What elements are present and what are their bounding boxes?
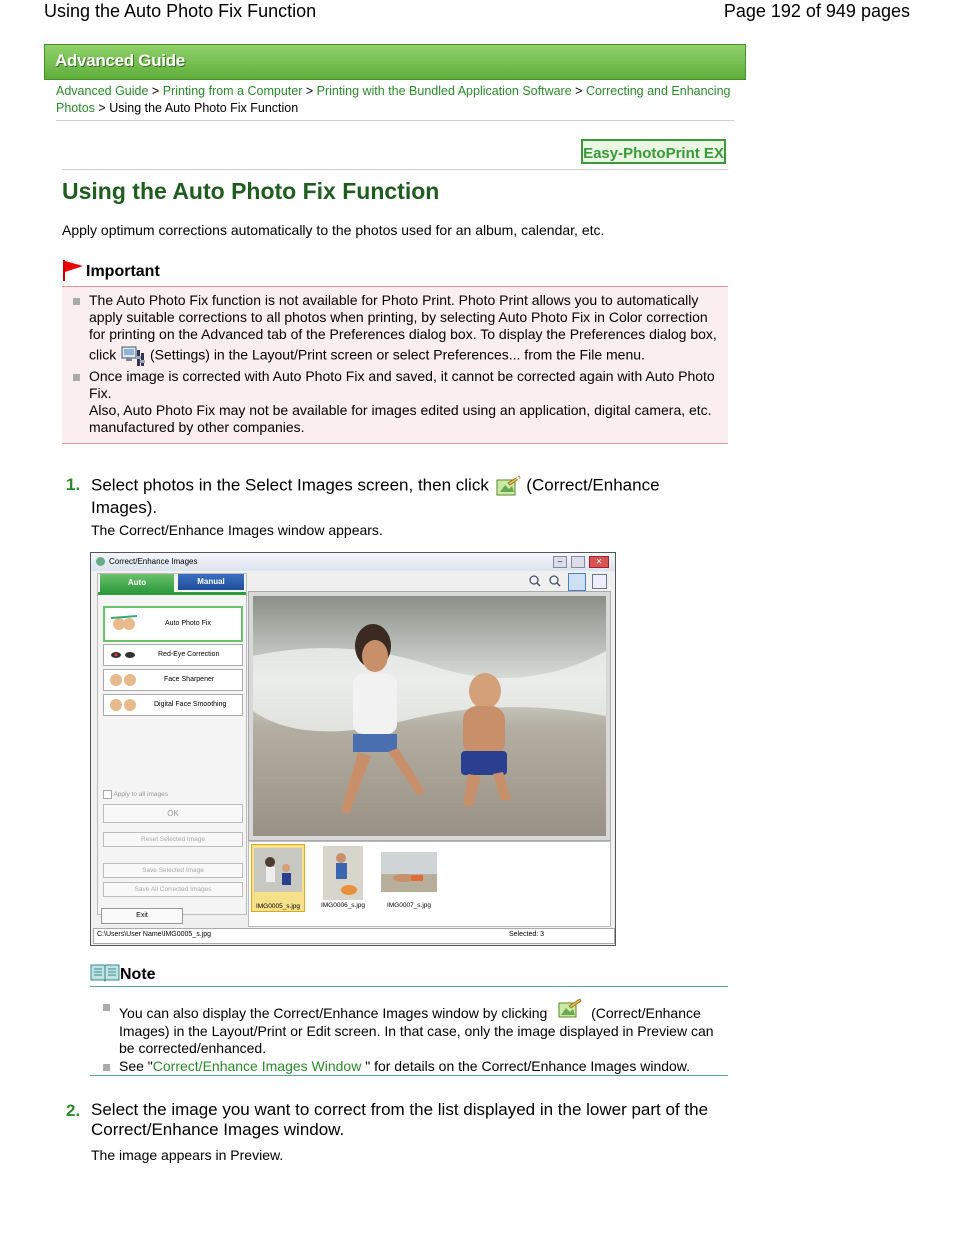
face-smoothing-icon bbox=[108, 697, 138, 713]
thumbnail-item[interactable]: IMG0006_s.jpg bbox=[315, 844, 371, 910]
important-box bbox=[62, 286, 728, 444]
status-selected-count: Selected: 3 bbox=[509, 931, 545, 938]
divider bbox=[90, 986, 728, 987]
note-title: Note bbox=[120, 966, 156, 983]
red-eye-correction-button[interactable]: Red-Eye Correction bbox=[103, 644, 243, 666]
correct-enhance-icon bbox=[494, 474, 522, 498]
page-number: Page 192 of 949 pages bbox=[723, 1, 910, 21]
step-1-result: The Correct/Enhance Images window appears. bbox=[91, 522, 383, 538]
compare-view-icon[interactable] bbox=[592, 574, 607, 589]
save-selected-image-button[interactable]: Save Selected Image bbox=[103, 863, 243, 878]
tab-manual[interactable]: Manual bbox=[178, 574, 244, 590]
status-bar bbox=[93, 928, 615, 944]
whole-image-view-icon[interactable] bbox=[568, 573, 586, 591]
thumbnail-image bbox=[254, 848, 302, 892]
face-sharpener-icon bbox=[108, 672, 138, 688]
step-1-text: Select photos in the Select Images screen, then click (Correct/Enhance Images). bbox=[91, 475, 660, 517]
maximize-button[interactable] bbox=[571, 556, 585, 568]
list-item: Once image is corrected with Auto Photo Fix and saved, it cannot be corrected again with Auto Photo Fix. Also, Auto Photo Fix may not be available for images edited using an application, digital camera, etc. manufactured by other companies. bbox=[62, 368, 718, 437]
list-item: See "Correct/Enhance Images Window " for details on the Correct/Enhance Images window. bbox=[90, 1058, 728, 1076]
window-titlebar: Correct/Enhance Images – ✕ bbox=[91, 553, 615, 571]
settings-icon bbox=[120, 344, 146, 368]
zoom-out-icon[interactable] bbox=[549, 575, 561, 587]
step-2-result: The image appears in Preview. bbox=[91, 1147, 284, 1163]
face-sharpener-button[interactable]: Face Sharpener bbox=[103, 669, 243, 691]
thumbnail-item[interactable]: IMG0007_s.jpg bbox=[379, 844, 439, 910]
close-button[interactable]: ✕ bbox=[589, 556, 609, 568]
list-item: The Auto Photo Fix function is not available for Photo Print. Photo Print allows you to automatically apply suitable corrections to all photos when printing, by selecting Auto Photo Fix in Color correction for printing on the Advanced tab of the Preferences dialog box. To display the Preferences dialog box, click (Settings) in the Layout/Print screen or select Preferences... from the File menu. bbox=[62, 292, 718, 368]
tab-auto[interactable]: Auto bbox=[100, 574, 174, 592]
step-number: 1. bbox=[66, 475, 81, 494]
note-box bbox=[90, 998, 728, 1075]
thumbnail-list bbox=[248, 841, 611, 927]
easy-photoprint-badge: Easy-PhotoPrint EX bbox=[581, 139, 726, 164]
zoom-in-icon[interactable] bbox=[529, 575, 541, 587]
breadcrumb: Advanced Guide > Printing from a Computer > Printing with the Bundled Application Software > Correcting and Enhancing Photos > Using the Auto Photo Fix Function bbox=[56, 84, 731, 115]
bullet-icon bbox=[103, 1064, 110, 1071]
thumbnail-image bbox=[381, 852, 437, 892]
thumbnail-item-selected[interactable]: IMG0005_s.jpg bbox=[251, 844, 305, 912]
step-2-text: Select the image you want to correct from the list displayed in the lower part of the Correct/Enhance Images window. bbox=[91, 1100, 709, 1139]
breadcrumb-current: Using the Auto Photo Fix Function bbox=[109, 101, 299, 115]
minimize-button[interactable]: – bbox=[553, 556, 567, 568]
auto-photo-fix-button[interactable]: Auto Photo Fix bbox=[103, 606, 243, 642]
important-title: Important bbox=[86, 263, 160, 280]
digital-face-smoothing-button[interactable]: Digital Face Smoothing bbox=[103, 694, 243, 716]
step-number: 2. bbox=[66, 1101, 81, 1120]
reset-selected-image-button[interactable]: Reset Selected Image bbox=[103, 832, 243, 847]
ok-button[interactable]: OK bbox=[103, 804, 243, 823]
divider bbox=[90, 1075, 728, 1076]
exit-button[interactable]: Exit bbox=[101, 908, 183, 924]
page-title: Using the Auto Photo Fix Function bbox=[62, 178, 440, 204]
breadcrumb-advanced-guide[interactable]: Advanced Guide bbox=[56, 84, 149, 98]
correct-enhance-icon bbox=[551, 998, 587, 1020]
auto-photo-fix-icon bbox=[109, 612, 139, 636]
red-eye-icon bbox=[108, 648, 138, 662]
bullet-icon bbox=[103, 1004, 110, 1011]
bullet-icon bbox=[73, 374, 80, 381]
advanced-guide-banner bbox=[44, 44, 746, 80]
preview-photo bbox=[253, 596, 606, 836]
breadcrumb-printing-from-computer[interactable]: Printing from a Computer bbox=[162, 84, 303, 98]
divider bbox=[62, 169, 728, 170]
book-icon bbox=[90, 962, 120, 982]
status-path: C:\Users\User Name\IMG0005_s.jpg bbox=[97, 931, 211, 938]
banner-label: Advanced Guide bbox=[55, 51, 185, 70]
page-header-title: Using the Auto Photo Fix Function bbox=[44, 1, 317, 21]
correct-enhance-window-link[interactable]: Correct/Enhance Images Window bbox=[152, 1057, 362, 1074]
correct-enhance-window-screenshot bbox=[90, 552, 616, 946]
save-all-corrected-button[interactable]: Save All Corrected Images bbox=[103, 882, 243, 897]
important-heading bbox=[62, 259, 160, 281]
preview-area bbox=[248, 591, 611, 841]
breadcrumb-bundled-software[interactable]: Printing with the Bundled Application Software bbox=[316, 84, 572, 98]
note-heading bbox=[90, 962, 156, 984]
red-flag-icon bbox=[62, 259, 84, 281]
app-icon bbox=[95, 556, 106, 567]
intro-text: Apply optimum corrections automatically to the photos used for an album, calendar, etc. bbox=[62, 222, 605, 238]
bullet-icon bbox=[73, 298, 80, 305]
list-item: You can also display the Correct/Enhance Images window by clicking (Correct/Enhance Images) in the Layout/Print or Edit screen. In that case, only the image displayed in Preview can be corrected/enhanced. bbox=[90, 998, 728, 1058]
left-panel bbox=[97, 573, 247, 915]
apply-all-checkbox[interactable]: Apply to all images bbox=[103, 790, 168, 799]
thumbnail-image bbox=[323, 846, 363, 900]
divider bbox=[56, 120, 734, 121]
breadcrumb-correcting-photos[interactable]: Correcting and Enhancing Photos bbox=[56, 84, 731, 115]
